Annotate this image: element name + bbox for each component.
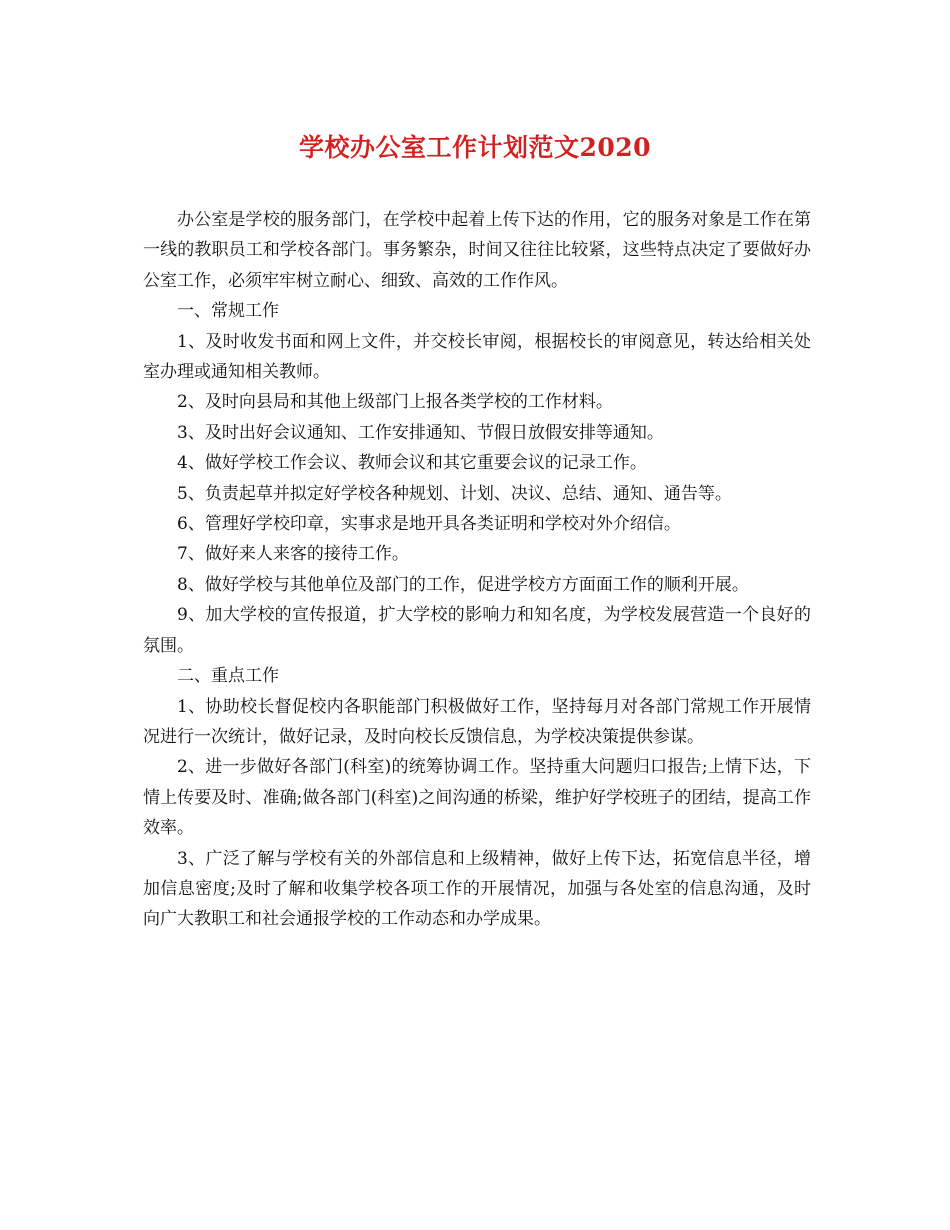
list-item-key-3: 3、广泛了解与学校有关的外部信息和上级精神，做好上传下达，拓宽信息半径，增加信息密度;及时了解和收集学校各项工作的开展情况，加强与各处室的信息沟通，及时向广大教职工和社会通报学校的工作动态和办学成果。 [143, 848, 811, 930]
document-body [143, 205, 811, 935]
section-heading-key-work: 二、重点工作 [177, 666, 279, 687]
paragraph-intro: 办公室是学校的服务部门，在学校中起着上传下达的作用，它的服务对象是工作在第一线的教职员工和学校各部门。事务繁杂，时间又往往比较紧，这些特点决定了要做好办公室工作，必须牢牢树立耐心、细致、高效的工作作风。 [143, 210, 811, 291]
list-item-routine-5: 5、负责起草并拟定好学校各种规划、计划、决议、总结、通知、通告等。 [177, 483, 732, 504]
list-item-routine-7: 7、做好来人来客的接待工作。 [177, 544, 409, 565]
list-item-key-1: 1、协助校长督促校内各职能部门积极做好工作，坚持每月对各部门常规工作开展情况进行一次统计，做好记录，及时向校长反馈信息，为学校决策提供参谋。 [143, 696, 811, 747]
list-item-routine-3: 3、及时出好会议通知、工作安排通知、节假日放假安排等通知。 [177, 422, 664, 443]
list-item-routine-8: 8、做好学校与其他单位及部门的工作，促进学校方方面面工作的顺利开展。 [177, 574, 749, 595]
section-heading-routine-work: 一、常规工作 [177, 301, 279, 322]
list-item-routine-2: 2、及时向县局和其他上级部门上报各类学校的工作材料。 [177, 392, 613, 413]
list-item-key-2: 2、进一步做好各部门(科室)的统筹协调工作。坚持重大问题归口报告;上情下达，下情上传要及时、准确;做各部门(科室)之间沟通的桥梁，维护好学校班子的团结，提高工作效率。 [143, 757, 811, 839]
list-item-routine-1: 1、及时收发书面和网上文件，并交校长审阅，根据校长的审阅意见，转达给相关处室办理或通知相关教师。 [143, 331, 811, 383]
list-item-routine-4: 4、做好学校工作会议、教师会议和其它重要会议的记录工作。 [177, 453, 647, 474]
list-item-routine-6: 6、管理好学校印章，实事求是地开具各类证明和学校对外介绍信。 [177, 514, 681, 535]
list-item-routine-9: 9、加大学校的宣传报道，扩大学校的影响力和知名度，为学校发展营造一个良好的氛围。 [143, 605, 811, 656]
document-title: 学校办公室工作计划范文2020 [298, 133, 652, 162]
